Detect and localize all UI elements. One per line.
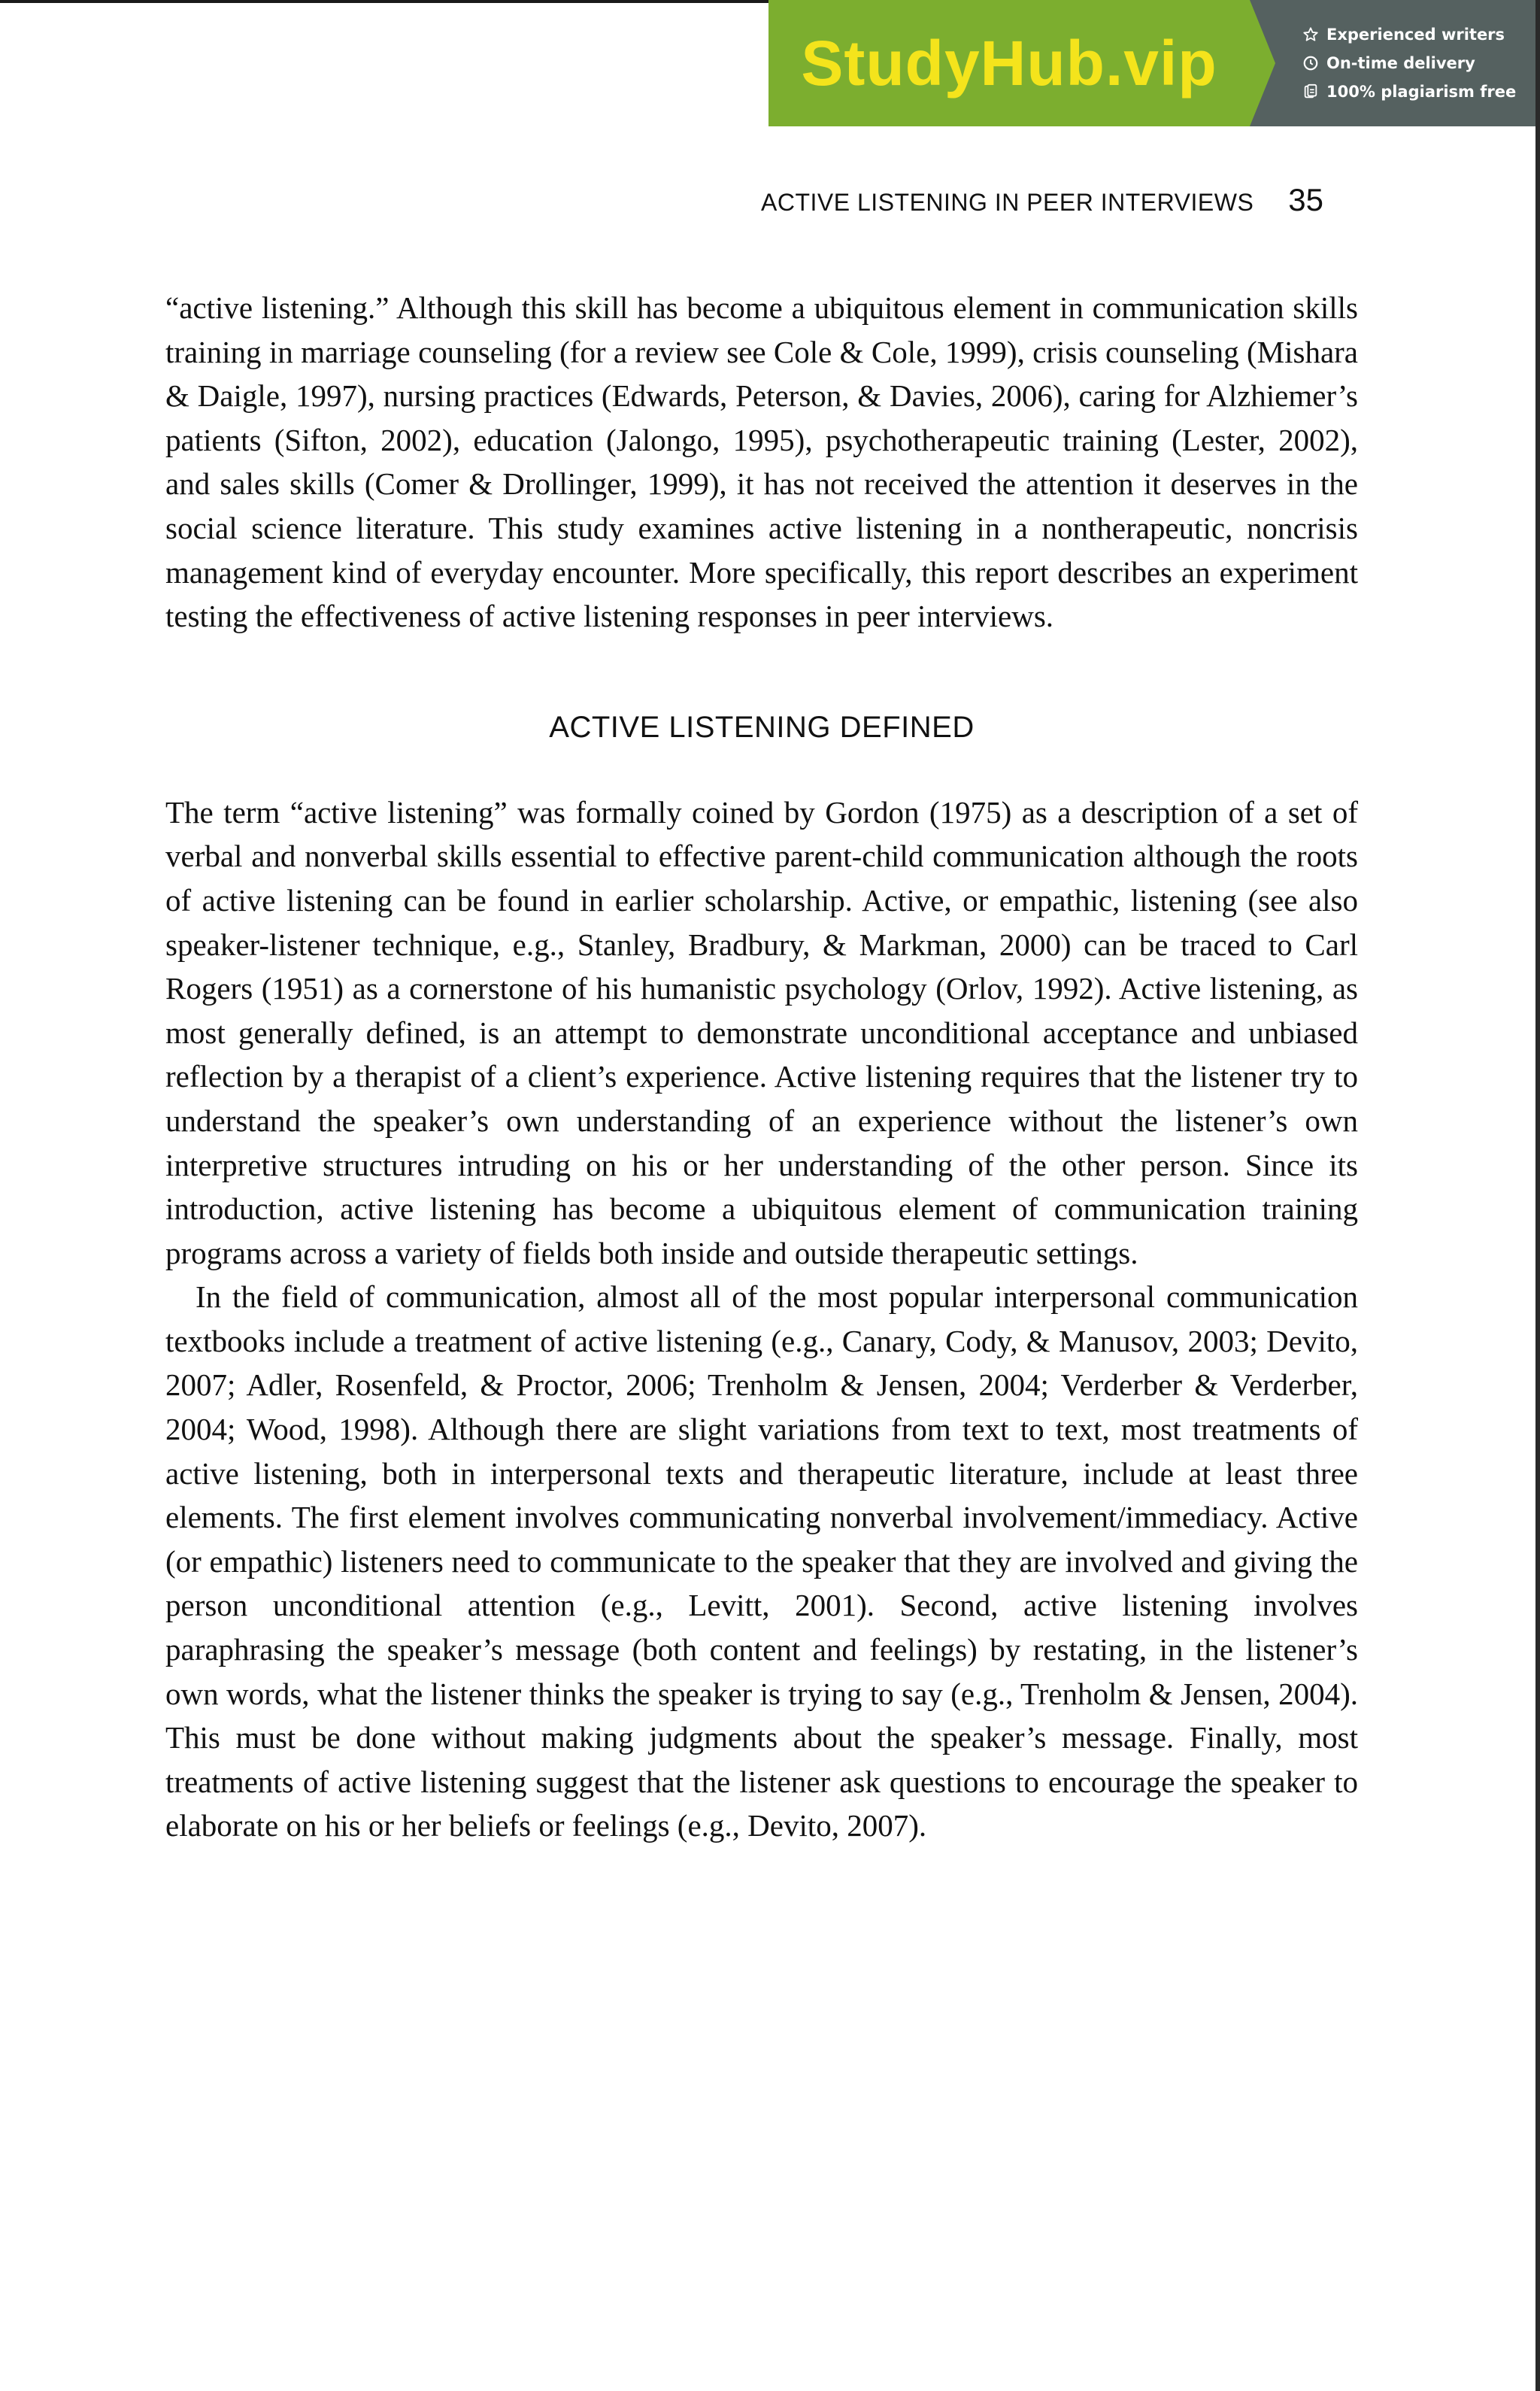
page-number: 35 xyxy=(1288,182,1323,217)
feature-text: 100% plagiarism free xyxy=(1326,83,1517,101)
feature-plagiarism-free xyxy=(1302,83,1535,101)
banner-logo[interactable] xyxy=(768,0,1250,126)
paragraph-definition: The term “active listening” was formally coined by Gordon (1975) as a description of a set of verbal and nonverbal skills essential to effective parent-child communication although the roots of active listening can be found in earlier scholarship. Active, or empathic, listening (see also speaker-listener technique, e.g., Stanley, Bradbury, & Markman, 2000) can be traced to Carl Rogers (1951) as a cornerstone of his humanistic psychology (Orlov, 1992). Active listening, as most generally defined, is an attempt to demonstrate unconditional acceptance and unbiased reflection by a therapist of a client’s experience. Active listening requires that the listener try to understand the speaker’s own understanding of an experience without the listener’s own interpretive structures intruding on his or her understanding of the other person. Since its introduction, active listening has become a ubiquitous element of communication training programs across a variety of fields both inside and outside therapeutic settings. xyxy=(165,794,1358,1270)
banner-features xyxy=(1250,0,1535,126)
studyhub-banner[interactable] xyxy=(768,0,1535,126)
article-body xyxy=(165,286,1358,1848)
section-heading: ACTIVE LISTENING DEFINED xyxy=(549,710,975,744)
star-icon xyxy=(1302,26,1319,43)
feature-text: On-time delivery xyxy=(1326,54,1475,72)
paragraph-communication: In the field of communication, almost all of the most popular interpersonal communication textbooks include a treatment of active listening (e.g., Canary, Cody, & Manusov, 2003; Devito, 2007; Adler, Rosenfeld, & Proctor, 2006; Trenholm & Jensen, 2004; Verderber & Verderber, 2004; Wood, 1998). Although there are slight variations from text to text, most treatments of active listening, both in interpersonal texts and therapeutic literature, include at least three elements. The first element involves communicating nonverbal involvement/immediacy. Active (or empathic) listeners need to communicate to the speaker that they are involved and giving the person unconditional attention (e.g., Levitt, 2001). Second, active listening involves paraphrasing the speaker’s message (both content and feelings) by restating, in the listener’s own words, what the listener thinks the speaker is trying to say (e.g., Trenholm & Jensen, 2004). This must be done without making judgments about the speaker’s message. Finally, most treatments of active listening suggest that the listener ask questions to encourage the speaker to elaborate on his or her beliefs or feelings (e.g., Devito, 2007). xyxy=(165,1279,1358,1843)
logo-text: StudyHub.vip xyxy=(801,28,1217,99)
document-icon xyxy=(1302,83,1319,100)
feature-experienced-writers xyxy=(1302,26,1535,44)
feature-on-time-delivery xyxy=(1302,54,1535,72)
page-right-border xyxy=(1535,0,1540,2391)
paragraph-intro: “active listening.” Although this skill has become a ubiquitous element in communication skills training in marriage counseling (for a review see Cole & Cole, 1999), crisis counseling (Mishara & Daigle, 1997), nursing practices (Edwards, Peterson, & Davies, 2006), caring for Alzhiemer’s patients (Sifton, 2002), education (Jalongo, 1995), psychotherapeutic training (Lester, 2002), and sales skills (Comer & Drollinger, 1999), it has not received the attention it deserves in the social science literature. This study examines active listening in a nontherapeutic, noncrisis management kind of everyday encounter. More specifically, this report describes an experiment testing the effectiveness of active listening responses in peer interviews. xyxy=(165,290,1358,634)
clock-icon xyxy=(1302,55,1319,71)
running-title: ACTIVE LISTENING IN PEER INTERVIEWS xyxy=(761,189,1254,216)
feature-text: Experienced writers xyxy=(1326,26,1505,44)
running-head xyxy=(165,182,1323,218)
